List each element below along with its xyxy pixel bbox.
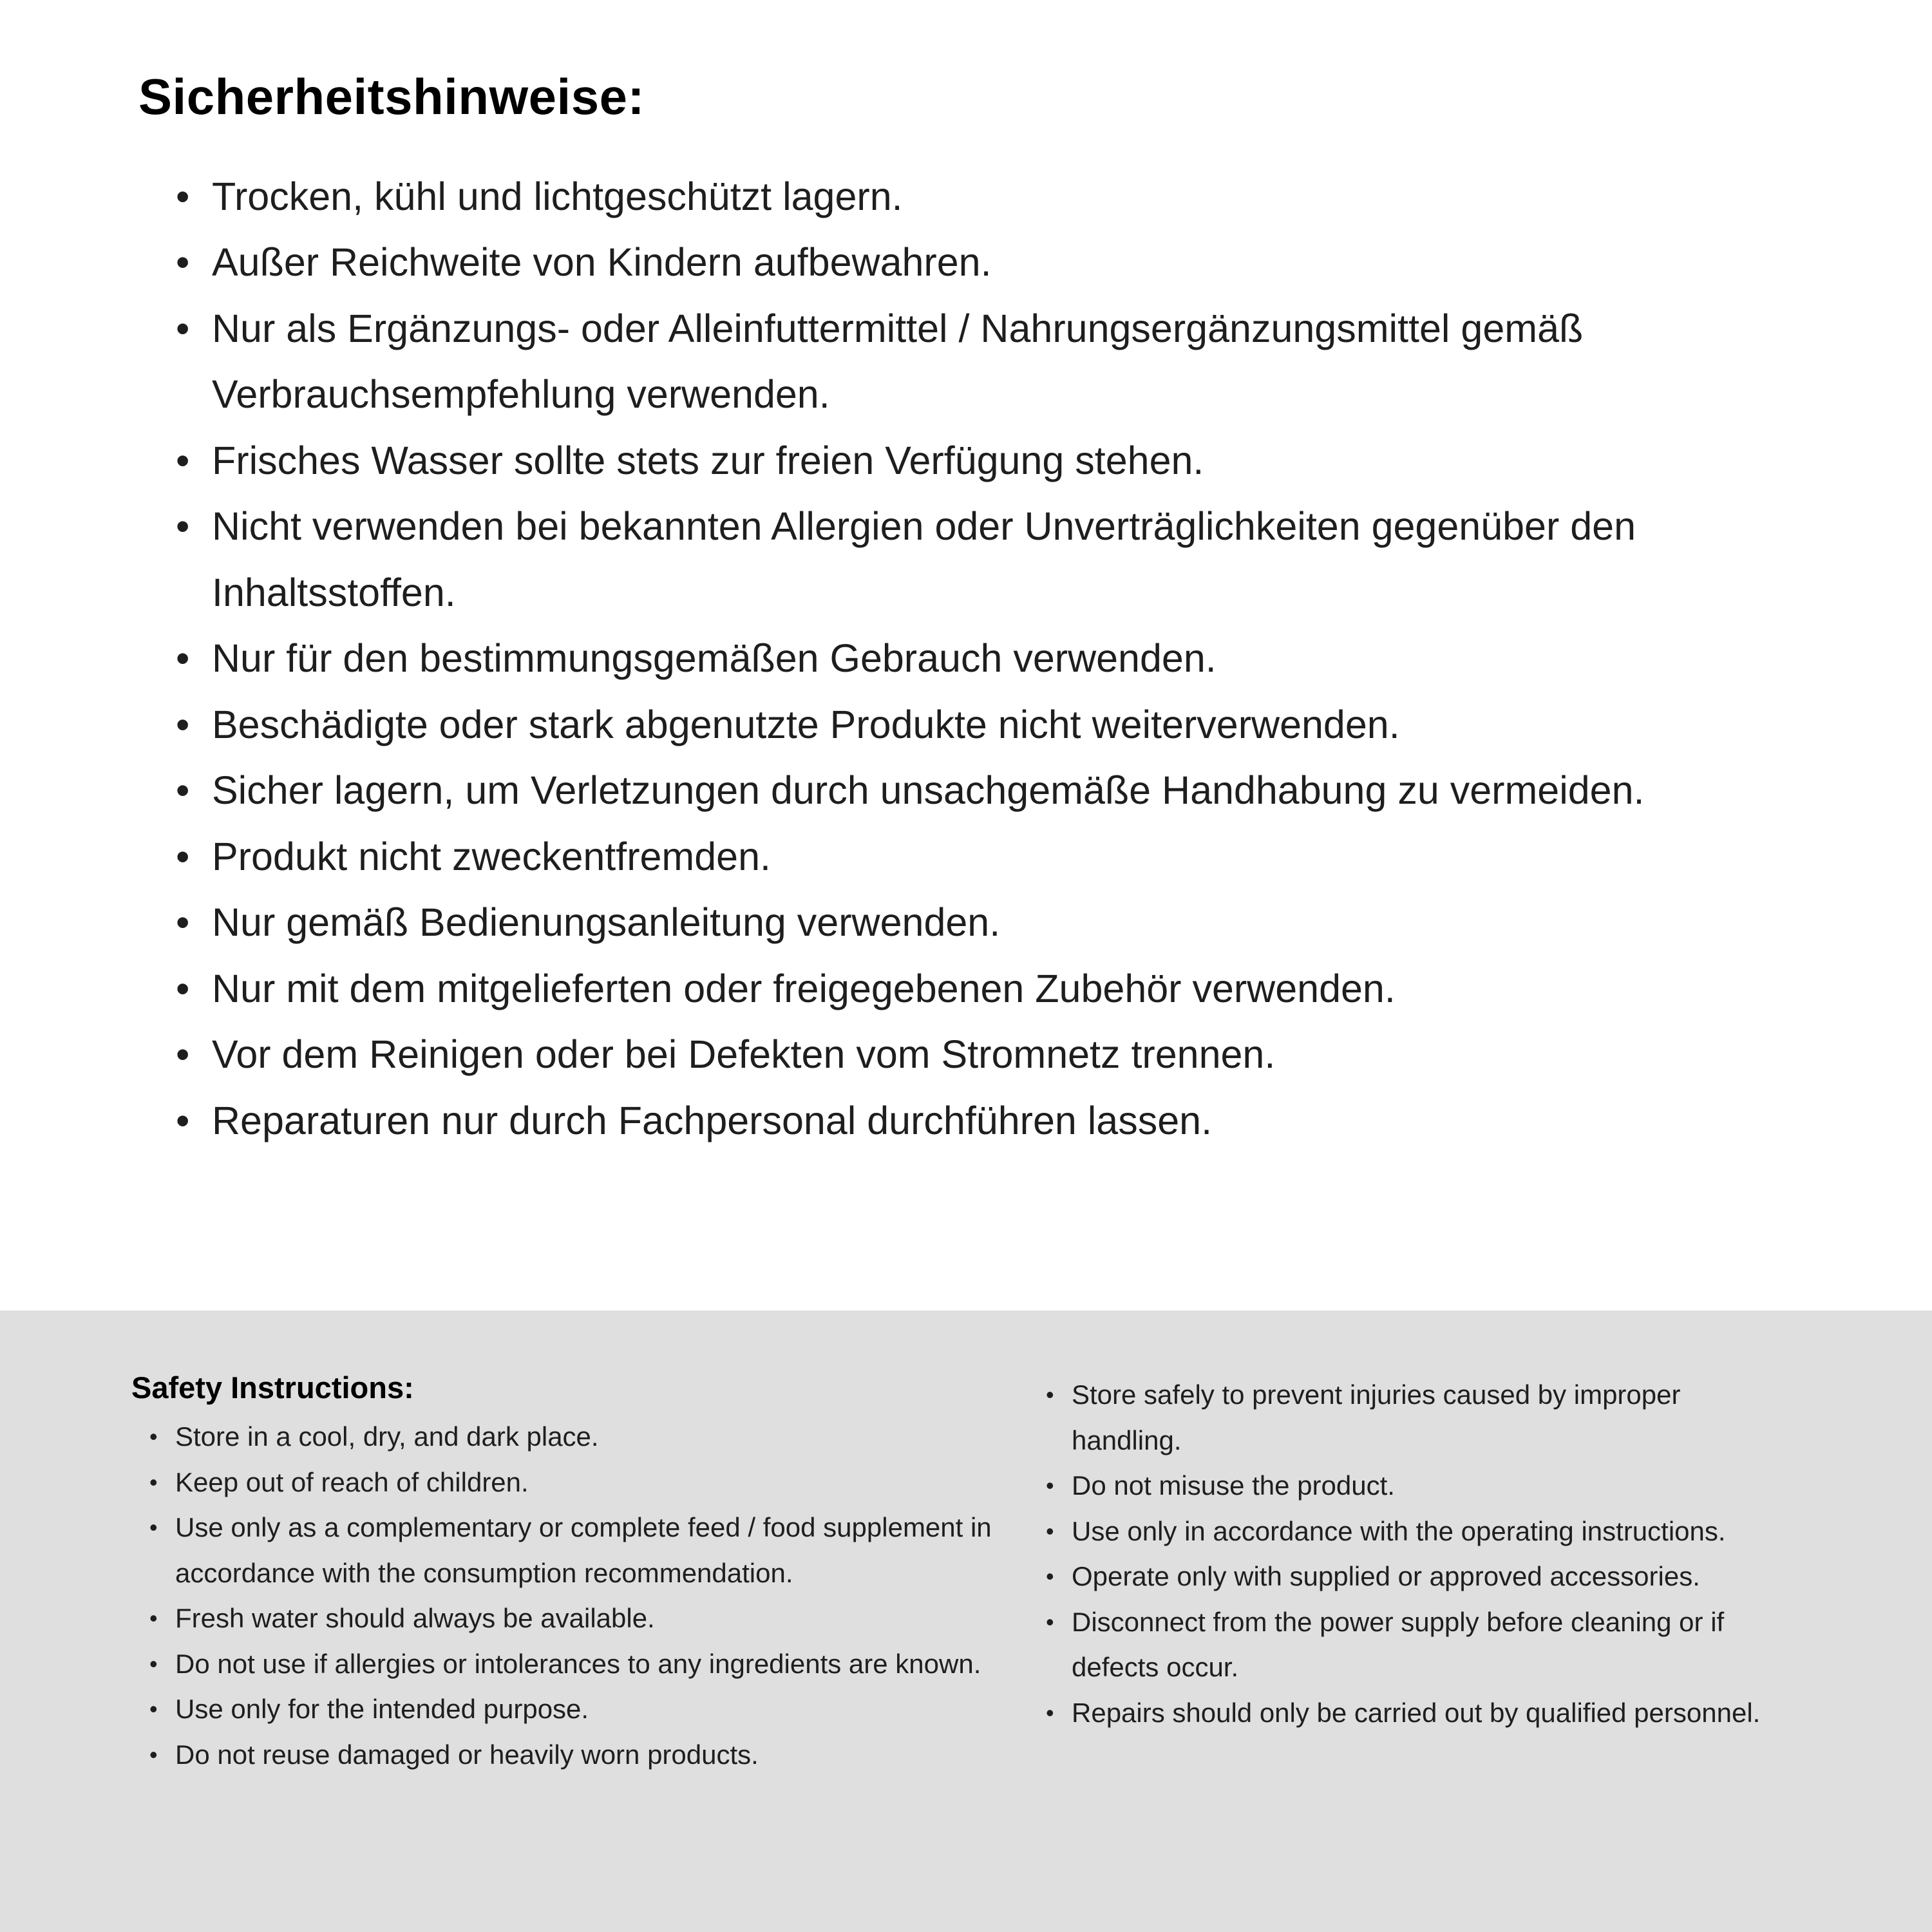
list-item: • Use only for the intended purpose. xyxy=(149,1687,1014,1732)
list-item: • Nur als Ergänzungs- oder Alleinfuttermittel / Nahrungsergänzungsmittel gemäß Verbrauchsempfehlung verwenden. xyxy=(176,296,1771,428)
list-item: • Keep out of reach of children. xyxy=(149,1460,1014,1506)
list-item: • Store in a cool, dry, and dark place. xyxy=(149,1414,1014,1460)
list-item: • Frisches Wasser sollte stets zur freien Verfügung stehen. xyxy=(176,428,1771,493)
english-right-column xyxy=(1046,1370,1790,1932)
english-safety-list-right xyxy=(1046,1372,1790,1736)
list-item: • Trocken, kühl und lichtgeschützt lagern. xyxy=(176,164,1771,229)
list-item: • Use only as a complementary or complete feed / food supplement in accordance with the consumption recommendation. xyxy=(149,1505,1014,1596)
list-item: • Operate only with supplied or approved accessories. xyxy=(1046,1554,1790,1600)
list-item: • Use only in accordance with the operating instructions. xyxy=(1046,1509,1790,1555)
list-item: • Reparaturen nur durch Fachpersonal durchführen lassen. xyxy=(176,1088,1771,1153)
english-safety-section xyxy=(0,1311,1932,1932)
list-item: • Do not misuse the product. xyxy=(1046,1463,1790,1509)
list-item: • Vor dem Reinigen oder bei Defekten vom Stromnetz trennen. xyxy=(176,1021,1771,1087)
list-item: • Repairs should only be carried out by qualified personnel. xyxy=(1046,1690,1790,1736)
german-section-title: Sicherheitshinweise: xyxy=(138,68,645,125)
list-item: • Nicht verwenden bei bekannten Allergien oder Unverträglichkeiten gegenüber den Inhaltsstoffen. xyxy=(176,493,1771,625)
list-item: • Store safely to prevent injuries caused by improper handling. xyxy=(1046,1372,1790,1463)
list-item: • Außer Reichweite von Kindern aufbewahren. xyxy=(176,229,1771,295)
list-item: • Sicher lagern, um Verletzungen durch unsachgemäße Handhabung zu vermeiden. xyxy=(176,757,1771,823)
english-safety-list-left xyxy=(149,1414,1014,1777)
german-safety-list xyxy=(176,164,1771,1153)
list-item: • Beschädigte oder stark abgenutzte Produkte nicht weiterverwenden. xyxy=(176,692,1771,757)
list-item: • Nur mit dem mitgelieferten oder freigegebenen Zubehör verwenden. xyxy=(176,956,1771,1021)
list-item: • Produkt nicht zweckentfremden. xyxy=(176,824,1771,889)
list-item: • Nur für den bestimmungsgemäßen Gebrauch verwenden. xyxy=(176,625,1771,691)
list-item: • Nur gemäß Bedienungsanleitung verwenden. xyxy=(176,889,1771,955)
list-item: • Fresh water should always be available. xyxy=(149,1596,1014,1642)
list-item: • Do not use if allergies or intolerances to any ingredients are known. xyxy=(149,1642,1014,1687)
list-item: • Do not reuse damaged or heavily worn products. xyxy=(149,1732,1014,1778)
list-item: • Disconnect from the power supply before cleaning or if defects occur. xyxy=(1046,1600,1790,1690)
english-section-title: Safety Instructions: xyxy=(131,1370,414,1405)
english-left-column xyxy=(131,1370,1014,1932)
